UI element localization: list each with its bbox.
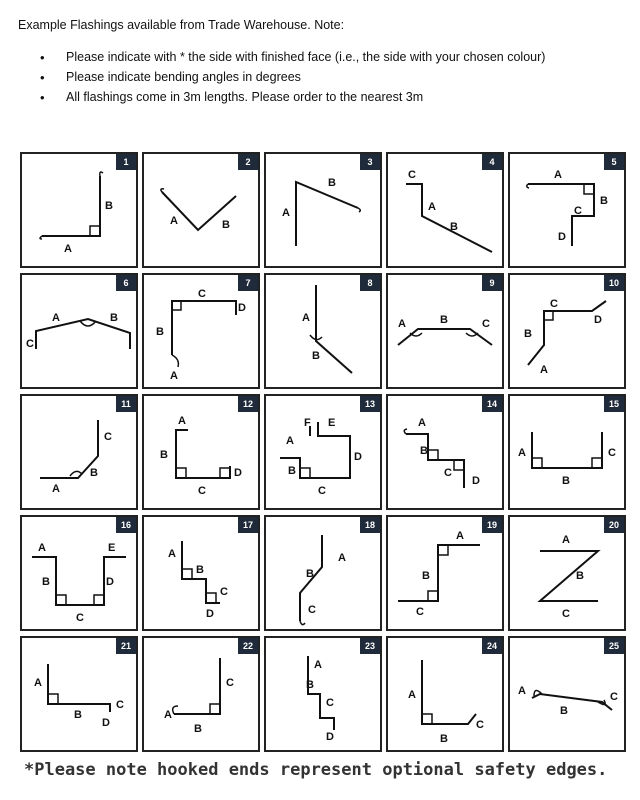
svg-text:D: D bbox=[106, 576, 114, 588]
svg-text:E: E bbox=[328, 417, 336, 429]
flashing-tile-10[interactable] bbox=[508, 273, 626, 389]
flashing-21-diagram bbox=[22, 638, 136, 750]
flashing-tile-2[interactable] bbox=[142, 152, 260, 268]
svg-text:A: A bbox=[286, 435, 294, 447]
flashing-12-diagram bbox=[144, 396, 258, 508]
flashing-tile-24[interactable] bbox=[386, 636, 504, 752]
svg-text:A: A bbox=[282, 207, 290, 219]
flashing-6-diagram bbox=[22, 275, 136, 387]
note-item: • Please indicate with * the side with finished face (i.e., the side with your chosen colour) bbox=[40, 50, 545, 70]
svg-text:B: B bbox=[110, 312, 118, 324]
svg-text:A: A bbox=[518, 447, 526, 459]
svg-text:A: A bbox=[456, 530, 464, 542]
flashing-tile-25[interactable] bbox=[508, 636, 626, 752]
safety-edge-note: *Please note hooked ends represent optional safety edges. bbox=[24, 760, 608, 780]
svg-text:B: B bbox=[194, 723, 202, 735]
svg-text:D: D bbox=[238, 302, 246, 314]
svg-text:D: D bbox=[234, 467, 242, 479]
flashing-tile-22[interactable] bbox=[142, 636, 260, 752]
svg-text:C: C bbox=[610, 691, 618, 703]
svg-text:A: A bbox=[554, 169, 562, 181]
flashing-tile-5[interactable] bbox=[508, 152, 626, 268]
tile-number: 13 bbox=[360, 396, 380, 412]
flashing-18-diagram bbox=[266, 517, 380, 629]
flashing-tile-12[interactable] bbox=[142, 394, 260, 510]
flashing-15-diagram bbox=[510, 396, 624, 508]
svg-text:A: A bbox=[170, 215, 178, 227]
svg-text:A: A bbox=[170, 370, 178, 382]
tile-number: 24 bbox=[482, 638, 502, 654]
flashing-23-diagram bbox=[266, 638, 380, 750]
svg-text:C: C bbox=[198, 288, 206, 300]
svg-text:A: A bbox=[168, 548, 176, 560]
tile-number: 6 bbox=[116, 275, 136, 291]
svg-text:C: C bbox=[116, 699, 124, 711]
flashing-25-diagram bbox=[510, 638, 624, 750]
flashing-tile-16[interactable] bbox=[20, 515, 138, 631]
flashing-tile-7[interactable] bbox=[142, 273, 260, 389]
svg-text:D: D bbox=[594, 314, 602, 326]
svg-text:D: D bbox=[102, 717, 110, 729]
flashing-tile-11[interactable] bbox=[20, 394, 138, 510]
tile-number: 25 bbox=[604, 638, 624, 654]
svg-text:A: A bbox=[34, 677, 42, 689]
svg-text:B: B bbox=[562, 475, 570, 487]
flashing-2-diagram bbox=[144, 154, 258, 266]
flashing-tile-21[interactable] bbox=[20, 636, 138, 752]
tile-number: 11 bbox=[116, 396, 136, 412]
flashing-tile-1[interactable] bbox=[20, 152, 138, 268]
svg-text:B: B bbox=[420, 445, 428, 457]
flashing-20-diagram bbox=[510, 517, 624, 629]
flashing-tile-13[interactable] bbox=[264, 394, 382, 510]
svg-text:C: C bbox=[198, 485, 206, 497]
flashing-13-diagram bbox=[266, 396, 380, 508]
svg-text:A: A bbox=[164, 709, 172, 721]
svg-text:A: A bbox=[178, 415, 186, 427]
svg-text:A: A bbox=[418, 417, 426, 429]
svg-text:A: A bbox=[52, 312, 60, 324]
flashing-tile-3[interactable] bbox=[264, 152, 382, 268]
svg-text:B: B bbox=[160, 449, 168, 461]
svg-text:B: B bbox=[524, 328, 532, 340]
tile-number: 23 bbox=[360, 638, 380, 654]
svg-text:B: B bbox=[196, 564, 204, 576]
flashing-tile-4[interactable] bbox=[386, 152, 504, 268]
svg-text:B: B bbox=[105, 200, 113, 212]
notes-list bbox=[40, 50, 545, 110]
tile-number: 4 bbox=[482, 154, 502, 170]
tile-number: 16 bbox=[116, 517, 136, 533]
svg-text:B: B bbox=[576, 570, 584, 582]
svg-text:C: C bbox=[562, 608, 570, 620]
svg-text:D: D bbox=[206, 608, 214, 620]
flashing-tile-18[interactable] bbox=[264, 515, 382, 631]
flashing-tile-20[interactable] bbox=[508, 515, 626, 631]
svg-text:A: A bbox=[38, 542, 46, 554]
flashing-5-diagram bbox=[510, 154, 624, 266]
svg-text:B: B bbox=[90, 467, 98, 479]
note-item: • All flashings come in 3m lengths. Please order to the nearest 3m bbox=[40, 90, 545, 110]
svg-text:A: A bbox=[64, 243, 72, 255]
note-item: • Please indicate bending angles in degrees bbox=[40, 70, 545, 90]
svg-text:B: B bbox=[422, 570, 430, 582]
svg-text:D: D bbox=[354, 451, 362, 463]
tile-number: 7 bbox=[238, 275, 258, 291]
svg-text:E: E bbox=[108, 542, 116, 554]
svg-text:A: A bbox=[52, 483, 60, 495]
svg-text:C: C bbox=[416, 606, 424, 618]
svg-text:C: C bbox=[408, 169, 416, 181]
svg-text:B: B bbox=[288, 465, 296, 477]
tile-number: 10 bbox=[604, 275, 624, 291]
svg-text:A: A bbox=[314, 659, 322, 671]
svg-text:C: C bbox=[318, 485, 326, 497]
svg-text:C: C bbox=[220, 586, 228, 598]
flashing-tile-6[interactable] bbox=[20, 273, 138, 389]
flashing-tile-8[interactable] bbox=[264, 273, 382, 389]
tile-number: 8 bbox=[360, 275, 380, 291]
flashing-1-diagram bbox=[22, 154, 136, 266]
flashing-22-diagram bbox=[144, 638, 258, 750]
flashing-14-diagram bbox=[388, 396, 502, 508]
svg-text:B: B bbox=[440, 733, 448, 745]
svg-text:C: C bbox=[226, 677, 234, 689]
svg-text:D: D bbox=[558, 231, 566, 243]
flashing-16-diagram bbox=[22, 517, 136, 629]
svg-text:C: C bbox=[476, 719, 484, 731]
tile-number: 18 bbox=[360, 517, 380, 533]
svg-text:B: B bbox=[312, 350, 320, 362]
tile-number: 15 bbox=[604, 396, 624, 412]
svg-text:C: C bbox=[444, 467, 452, 479]
svg-text:A: A bbox=[428, 201, 436, 213]
flashing-17-diagram bbox=[144, 517, 258, 629]
svg-text:B: B bbox=[306, 679, 314, 691]
svg-text:C: C bbox=[26, 338, 34, 350]
svg-text:A: A bbox=[302, 312, 310, 324]
svg-text:A: A bbox=[408, 689, 416, 701]
svg-text:B: B bbox=[42, 576, 50, 588]
flashing-10-diagram bbox=[510, 275, 624, 387]
svg-text:B: B bbox=[450, 221, 458, 233]
tile-number: 21 bbox=[116, 638, 136, 654]
svg-text:B: B bbox=[74, 709, 82, 721]
tile-number: 12 bbox=[238, 396, 258, 412]
svg-text:C: C bbox=[104, 431, 112, 443]
svg-text:C: C bbox=[608, 447, 616, 459]
tile-number: 5 bbox=[604, 154, 624, 170]
svg-text:B: B bbox=[440, 314, 448, 326]
svg-text:F: F bbox=[304, 417, 311, 429]
tile-number: 9 bbox=[482, 275, 502, 291]
svg-text:C: C bbox=[550, 298, 558, 310]
svg-text:A: A bbox=[562, 534, 570, 546]
svg-text:A: A bbox=[398, 318, 406, 330]
intro-text: Example Flashings available from Trade Warehouse. Note: bbox=[18, 18, 345, 32]
flashing-7-diagram bbox=[144, 275, 258, 387]
flashing-24-diagram bbox=[388, 638, 502, 750]
svg-text:B: B bbox=[328, 177, 336, 189]
svg-text:C: C bbox=[76, 612, 84, 624]
flashing-3-diagram bbox=[266, 154, 380, 266]
flashing-4-diagram bbox=[388, 154, 502, 266]
flashing-11-diagram bbox=[22, 396, 136, 508]
tile-number: 1 bbox=[116, 154, 136, 170]
svg-text:B: B bbox=[306, 568, 314, 580]
svg-text:A: A bbox=[540, 364, 548, 376]
flashing-tile-15[interactable] bbox=[508, 394, 626, 510]
flashing-tile-23[interactable] bbox=[264, 636, 382, 752]
tile-number: 3 bbox=[360, 154, 380, 170]
tile-number: 14 bbox=[482, 396, 502, 412]
flashing-9-diagram bbox=[388, 275, 502, 387]
tile-number: 17 bbox=[238, 517, 258, 533]
svg-text:D: D bbox=[326, 731, 334, 743]
flashing-tile-17[interactable] bbox=[142, 515, 260, 631]
svg-text:B: B bbox=[600, 195, 608, 207]
svg-text:C: C bbox=[482, 318, 490, 330]
flashing-tile-9[interactable] bbox=[386, 273, 504, 389]
svg-text:B: B bbox=[222, 219, 230, 231]
flashing-tile-14[interactable] bbox=[386, 394, 504, 510]
tile-number: 19 bbox=[482, 517, 502, 533]
svg-text:D: D bbox=[472, 475, 480, 487]
flashing-8-diagram bbox=[266, 275, 380, 387]
svg-text:C: C bbox=[326, 697, 334, 709]
tile-number: 2 bbox=[238, 154, 258, 170]
tile-number: 22 bbox=[238, 638, 258, 654]
svg-text:A: A bbox=[518, 685, 526, 697]
svg-text:C: C bbox=[574, 205, 582, 217]
svg-text:A: A bbox=[338, 552, 346, 564]
svg-text:B: B bbox=[156, 326, 164, 338]
flashing-19-diagram bbox=[388, 517, 502, 629]
flashing-tile-19[interactable] bbox=[386, 515, 504, 631]
tile-number: 20 bbox=[604, 517, 624, 533]
svg-text:B: B bbox=[560, 705, 568, 717]
svg-text:C: C bbox=[308, 604, 316, 616]
